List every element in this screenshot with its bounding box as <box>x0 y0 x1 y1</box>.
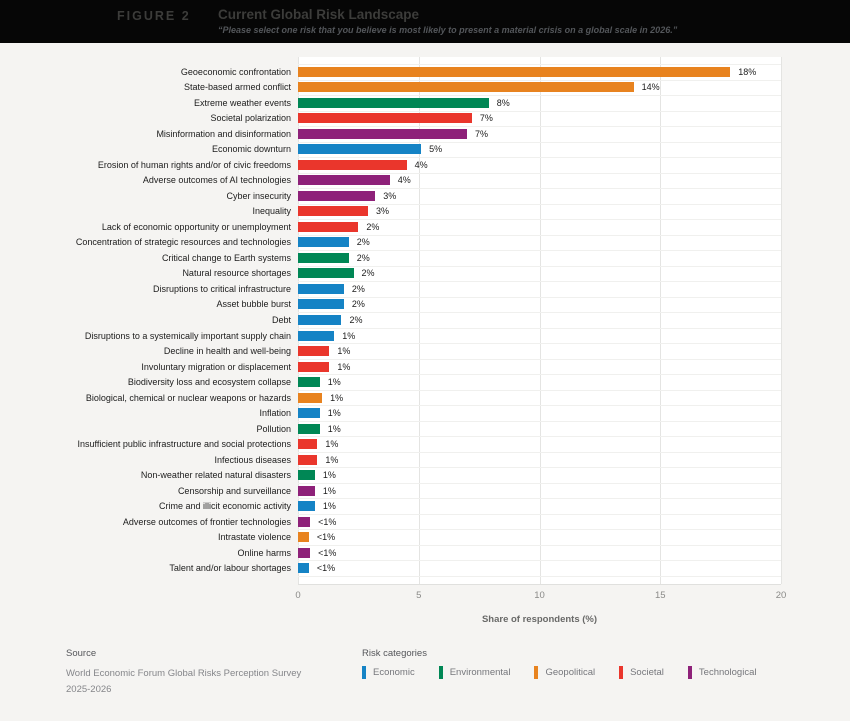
source-heading: Source <box>66 648 97 659</box>
bar-track <box>298 191 781 201</box>
x-tick-label: 20 <box>775 590 787 601</box>
bar <box>298 377 320 387</box>
bar-track <box>298 501 781 511</box>
bar <box>298 517 310 527</box>
vertical-gridline <box>781 57 782 584</box>
row-label: Pollution <box>256 423 291 434</box>
bar-value-label: 8% <box>496 97 510 108</box>
bar-value-label: 7% <box>479 113 493 124</box>
bar-track <box>298 237 781 247</box>
row-label: Decline in health and well-being <box>163 346 291 357</box>
bar-value-label: 2% <box>356 252 370 263</box>
bar <box>298 144 421 154</box>
bar-value-label: <1% <box>316 532 336 543</box>
bar-track <box>298 82 781 92</box>
legend-item <box>439 666 511 679</box>
row-label: Inflation <box>259 408 291 419</box>
x-tick-label: 5 <box>416 590 422 601</box>
bar-value-label: 1% <box>342 330 356 341</box>
x-tick-label: 15 <box>654 590 666 601</box>
bar-value-label: <1% <box>318 516 337 527</box>
bar-track <box>298 299 781 309</box>
bar <box>298 299 344 309</box>
bar-track <box>298 439 781 449</box>
bar <box>298 237 349 247</box>
bar-track <box>298 268 781 278</box>
chart-row <box>40 95 781 111</box>
legend-label: Economic <box>373 667 415 678</box>
row-label: Adverse outcomes of frontier technologies <box>122 516 291 527</box>
row-label: Societal polarization <box>210 113 291 124</box>
bar <box>298 175 390 185</box>
chart-row <box>40 64 781 80</box>
bar-value-label: 4% <box>397 175 411 186</box>
chart-row <box>40 390 781 406</box>
row-gridline <box>298 576 781 577</box>
bar-track <box>298 532 781 542</box>
row-label: Intrastate violence <box>217 532 291 543</box>
bar-value-label: 1% <box>325 439 339 450</box>
bar-value-label: 1% <box>322 485 336 496</box>
bar <box>298 206 368 216</box>
bar-value-label: 2% <box>351 283 365 294</box>
bar <box>298 470 315 480</box>
bar <box>298 268 354 278</box>
legend-heading: Risk categories <box>362 648 427 659</box>
legend-color-swatch <box>362 666 366 679</box>
row-label: Disruptions to a systemically important supply chain <box>84 330 291 341</box>
row-label: Involuntary migration or displacement <box>141 361 291 372</box>
bar-value-label: 1% <box>337 346 351 357</box>
legend-item <box>688 666 757 679</box>
bar-track <box>298 517 781 527</box>
bar-track <box>298 393 781 403</box>
chart-row <box>40 312 781 328</box>
row-label: Online harms <box>237 547 291 558</box>
bar-value-label: 7% <box>475 128 489 139</box>
bar-value-label: 1% <box>327 377 341 388</box>
legend-color-swatch <box>688 666 692 679</box>
bar-track <box>298 222 781 232</box>
legend-color-swatch <box>439 666 443 679</box>
bar-track <box>298 408 781 418</box>
bar <box>298 439 317 449</box>
bar <box>298 129 467 139</box>
chart-row <box>40 514 781 530</box>
legend-item <box>362 666 415 679</box>
bar <box>298 98 489 108</box>
chart-row <box>40 204 781 220</box>
bar-track <box>298 253 781 263</box>
chart-row <box>40 126 781 142</box>
row-label: Cyber insecurity <box>226 190 291 201</box>
bar-value-label: 1% <box>327 408 341 419</box>
x-tick-label: 0 <box>295 590 301 601</box>
bar-track <box>298 362 781 372</box>
chart-row <box>40 545 781 561</box>
bar-track <box>298 486 781 496</box>
row-label: Biodiversity loss and ecosystem collapse <box>127 377 291 388</box>
source-block <box>66 648 301 698</box>
bar-value-label: 5% <box>429 144 443 155</box>
bar <box>298 67 730 77</box>
legend-color-swatch <box>534 666 538 679</box>
figure-number-label: FIGURE 2 <box>117 9 191 23</box>
bar-value-label: 2% <box>351 299 365 310</box>
chart-row <box>40 436 781 452</box>
chart-row <box>40 452 781 468</box>
bar-value-label: 2% <box>366 221 380 232</box>
chart-row <box>40 188 781 204</box>
bar-value-label: 2% <box>349 315 363 325</box>
bar <box>298 160 407 170</box>
bar-value-label: 4% <box>414 159 428 170</box>
row-label: Asset bubble burst <box>216 299 291 310</box>
source-text: World Economic Forum Global Risks Perception Survey <box>66 668 302 679</box>
bar <box>298 222 358 232</box>
bar <box>298 532 309 542</box>
bar-value-label: 1% <box>322 470 336 481</box>
row-label: Inequality <box>252 206 291 217</box>
chart-row <box>40 219 781 235</box>
bar <box>298 393 322 403</box>
legend-item <box>534 666 595 679</box>
row-label: Economic downturn <box>211 144 291 155</box>
bar <box>298 548 310 558</box>
bar-value-label: 1% <box>322 501 336 512</box>
bar <box>298 408 320 418</box>
legend-label: Geopolitical <box>545 667 596 678</box>
bar-track <box>298 98 781 108</box>
row-label: Talent and/or labour shortages <box>169 563 291 574</box>
row-label: Censorship and surveillance <box>177 485 291 496</box>
bar-track <box>298 346 781 356</box>
row-label: Non-weather related natural disasters <box>140 470 291 481</box>
bar-value-label: 3% <box>376 206 390 217</box>
x-axis-title: Share of respondents (%) <box>481 614 598 625</box>
bar-value-label: 2% <box>361 268 375 279</box>
bar-track <box>298 563 781 573</box>
chart-row <box>40 405 781 421</box>
legend-label: Technological <box>698 667 757 678</box>
row-label: Crime and illicit economic activity <box>158 501 291 512</box>
chart-row <box>40 142 781 158</box>
bar-track <box>298 470 781 480</box>
bar-track <box>298 160 781 170</box>
figure-header-band <box>0 0 850 43</box>
source-years: 2025-2026 <box>66 684 112 695</box>
row-label: Critical change to Earth systems <box>161 252 291 263</box>
row-label: Natural resource shortages <box>182 268 291 279</box>
bar-value-label: 1% <box>330 392 344 403</box>
bar-track <box>298 144 781 154</box>
bar <box>298 486 315 496</box>
chart-row <box>40 157 781 173</box>
legend-label: Environmental <box>449 667 511 678</box>
row-label: Extreme weather events <box>193 97 291 108</box>
legend-label: Societal <box>630 667 664 678</box>
row-label: Adverse outcomes of AI technologies <box>142 175 291 186</box>
bar <box>298 455 317 465</box>
bar-value-label: 1% <box>337 361 351 372</box>
row-label: Disruptions to critical infrastructure <box>152 283 291 294</box>
bar-track <box>298 455 781 465</box>
chart-row <box>40 328 781 344</box>
bar-track <box>298 175 781 185</box>
bar <box>298 424 320 434</box>
bar-value-label: 1% <box>325 454 339 465</box>
row-label: Lack of economic opportunity or unemployment <box>101 221 291 232</box>
row-label: Geoeconomic confrontation <box>180 66 291 77</box>
chart-row <box>40 359 781 375</box>
bar <box>298 315 341 325</box>
bar-track <box>298 331 781 341</box>
bar-value-label: 2% <box>356 237 370 248</box>
legend-color-swatch <box>619 666 623 679</box>
legend-item <box>619 666 664 679</box>
bar-track <box>298 67 781 77</box>
bar-track <box>298 206 781 216</box>
legend-items <box>362 666 756 679</box>
row-label: Misinformation and disinformation <box>156 128 291 139</box>
row-label: Erosion of human rights and/or of civic freedoms <box>97 159 291 170</box>
bar-track <box>298 377 781 387</box>
bar <box>298 346 329 356</box>
row-label: Biological, chemical or nuclear weapons or hazards <box>85 392 291 403</box>
chart-row <box>40 561 781 577</box>
x-axis-ticks <box>295 590 787 602</box>
chart-row <box>40 235 781 251</box>
row-label: State-based armed conflict <box>183 82 291 93</box>
bar <box>298 563 309 573</box>
chart-row <box>40 281 781 297</box>
bar-track <box>298 284 781 294</box>
bar-value-label: 3% <box>383 190 397 201</box>
bar-track <box>298 113 781 123</box>
legend-block <box>362 648 756 679</box>
row-label: Infectious diseases <box>214 454 291 465</box>
chart-row <box>40 173 781 189</box>
bar-value-label: <1% <box>318 547 337 558</box>
bar <box>298 284 344 294</box>
chart-row <box>40 250 781 266</box>
chart-row <box>40 266 781 282</box>
chart-row <box>40 498 781 514</box>
bar <box>298 191 375 201</box>
figure-subtitle: “Please select one risk that you believe is most likely to present a material crisis on a global scale in 2026.” <box>218 25 678 35</box>
figure-title: Current Global Risk Landscape <box>218 7 420 22</box>
bar <box>298 113 472 123</box>
chart-row <box>40 343 781 359</box>
bar <box>298 362 329 372</box>
bar <box>298 331 334 341</box>
chart-row <box>40 467 781 483</box>
chart-row <box>40 297 781 313</box>
bar-track <box>298 315 781 325</box>
bar-rows-container <box>40 64 781 576</box>
chart-row <box>40 483 781 499</box>
chart-row <box>40 80 781 96</box>
x-tick-label: 10 <box>534 590 545 601</box>
bar-value-label: 14% <box>641 82 660 93</box>
bar-track <box>298 548 781 558</box>
bar-track <box>298 424 781 434</box>
bar <box>298 253 349 263</box>
bar <box>298 501 315 511</box>
chart-row <box>40 111 781 127</box>
bar-track <box>298 129 781 139</box>
chart-row <box>40 374 781 390</box>
chart-row <box>40 529 781 545</box>
bar-value-label: <1% <box>316 563 336 574</box>
bar-value-label: 1% <box>327 423 341 434</box>
row-label: Concentration of strategic resources and technologies <box>75 237 291 248</box>
bar <box>298 82 634 92</box>
row-label: Debt <box>271 315 291 325</box>
bar-value-label: 18% <box>738 66 757 77</box>
chart-row <box>40 421 781 437</box>
row-label: Insufficient public infrastructure and social protections <box>77 439 291 450</box>
